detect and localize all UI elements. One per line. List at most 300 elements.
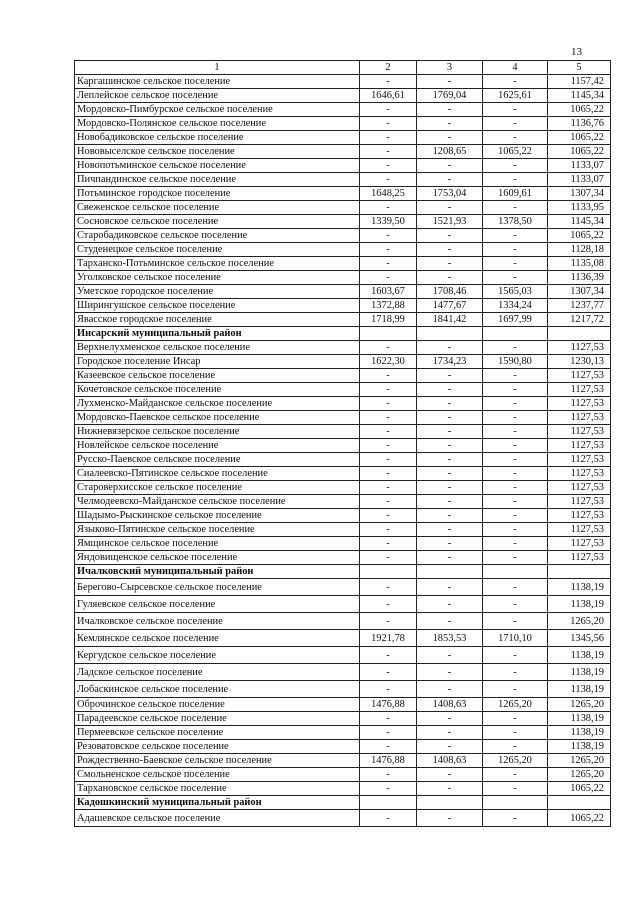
value-col-5: 1065,22 bbox=[548, 131, 611, 145]
value-col-2: 1921,78 bbox=[360, 630, 417, 647]
value-col-3: - bbox=[417, 271, 483, 285]
value-col-4: - bbox=[483, 383, 548, 397]
value-col-5: 1065,22 bbox=[548, 229, 611, 243]
value-col-2: - bbox=[360, 173, 417, 187]
value-col-5: 1145,34 bbox=[548, 215, 611, 229]
table-row bbox=[75, 453, 611, 467]
table-row bbox=[75, 439, 611, 453]
empty-cell bbox=[417, 565, 483, 579]
value-col-5: 1065,22 bbox=[548, 103, 611, 117]
value-col-3: 1734,23 bbox=[417, 355, 483, 369]
table-row bbox=[75, 215, 611, 229]
value-col-2: 1603,67 bbox=[360, 285, 417, 299]
district-header-row bbox=[75, 565, 611, 579]
value-col-4: - bbox=[483, 229, 548, 243]
value-col-4: - bbox=[483, 613, 548, 630]
value-col-3: 1408,63 bbox=[417, 754, 483, 768]
settlement-name: Леплейское сельское поселение bbox=[75, 89, 360, 103]
table-row bbox=[75, 664, 611, 681]
settlement-name: Свеженское сельское поселение bbox=[75, 201, 360, 215]
settlement-name: Берегово-Сырсевское сельское поселение bbox=[75, 579, 360, 596]
settlement-name: Нижневязерское сельское поселение bbox=[75, 425, 360, 439]
value-col-4: - bbox=[483, 341, 548, 355]
header-col-3: 3 bbox=[417, 61, 483, 75]
settlement-name: Сосновское сельское поселение bbox=[75, 215, 360, 229]
empty-cell bbox=[360, 796, 417, 810]
value-col-2: - bbox=[360, 596, 417, 613]
value-col-3: 1769,04 bbox=[417, 89, 483, 103]
value-col-4: - bbox=[483, 425, 548, 439]
value-col-3: - bbox=[417, 173, 483, 187]
value-col-2: - bbox=[360, 740, 417, 754]
value-col-3: - bbox=[417, 411, 483, 425]
value-col-5: 1127,53 bbox=[548, 411, 611, 425]
table-row bbox=[75, 754, 611, 768]
value-col-5: 1127,53 bbox=[548, 383, 611, 397]
value-col-5: 1138,19 bbox=[548, 726, 611, 740]
value-col-2: - bbox=[360, 131, 417, 145]
value-col-2: - bbox=[360, 726, 417, 740]
value-col-5: 1138,19 bbox=[548, 579, 611, 596]
value-col-4: - bbox=[483, 369, 548, 383]
settlement-name: Смольненское сельское поселение bbox=[75, 768, 360, 782]
value-col-5: 1138,19 bbox=[548, 740, 611, 754]
value-col-4: 1697,99 bbox=[483, 313, 548, 327]
header-col-2: 2 bbox=[360, 61, 417, 75]
value-col-5: 1136,76 bbox=[548, 117, 611, 131]
settlement-name: Яндовищенское сельское поселение bbox=[75, 551, 360, 565]
table-row bbox=[75, 257, 611, 271]
value-col-5: 1127,53 bbox=[548, 369, 611, 383]
settlement-name: Мордовско-Пимбурское сельское поселение bbox=[75, 103, 360, 117]
table-row bbox=[75, 229, 611, 243]
value-col-3: - bbox=[417, 782, 483, 796]
value-col-2: - bbox=[360, 439, 417, 453]
value-col-5: 1307,34 bbox=[548, 285, 611, 299]
header-col-1: 1 bbox=[75, 61, 360, 75]
settlement-name: Лобаскинское сельское поселение bbox=[75, 681, 360, 698]
value-col-5: 1127,53 bbox=[548, 537, 611, 551]
table-row bbox=[75, 103, 611, 117]
value-col-5: 1127,53 bbox=[548, 341, 611, 355]
value-col-2: - bbox=[360, 341, 417, 355]
value-col-3: - bbox=[417, 523, 483, 537]
settlement-name: Уголковское сельское поселение bbox=[75, 271, 360, 285]
settlement-name: Шадымо-Рыскинское сельское поселение bbox=[75, 509, 360, 523]
value-col-2: - bbox=[360, 810, 417, 827]
value-col-2: - bbox=[360, 523, 417, 537]
value-col-3: - bbox=[417, 369, 483, 383]
value-col-5: 1138,19 bbox=[548, 596, 611, 613]
value-col-4: 1590,80 bbox=[483, 355, 548, 369]
empty-cell bbox=[417, 796, 483, 810]
table-row bbox=[75, 740, 611, 754]
settlement-name: Нововыселское сельское поселение bbox=[75, 145, 360, 159]
value-col-3: - bbox=[417, 75, 483, 89]
value-col-3: - bbox=[417, 481, 483, 495]
value-col-3: - bbox=[417, 613, 483, 630]
settlement-name: Кочетовское сельское поселение bbox=[75, 383, 360, 397]
value-col-3: - bbox=[417, 397, 483, 411]
value-col-2: - bbox=[360, 681, 417, 698]
value-col-4: - bbox=[483, 397, 548, 411]
empty-cell bbox=[483, 327, 548, 341]
value-col-4: - bbox=[483, 201, 548, 215]
table-row bbox=[75, 187, 611, 201]
value-col-2: - bbox=[360, 425, 417, 439]
value-col-5: 1127,53 bbox=[548, 523, 611, 537]
value-col-2: - bbox=[360, 453, 417, 467]
value-col-3: - bbox=[417, 810, 483, 827]
table-row bbox=[75, 75, 611, 89]
value-col-4: - bbox=[483, 551, 548, 565]
settlement-name: Городское поселение Инсар bbox=[75, 355, 360, 369]
settlement-name: Верхнелухменское сельское поселение bbox=[75, 341, 360, 355]
value-col-3: 1708,46 bbox=[417, 285, 483, 299]
settlement-name: Уметское городское поселение bbox=[75, 285, 360, 299]
settlement-name: Оброчинское сельское поселение bbox=[75, 698, 360, 712]
value-col-2: 1372,88 bbox=[360, 299, 417, 313]
table-row bbox=[75, 89, 611, 103]
settlement-name: Каргашинское сельское поселение bbox=[75, 75, 360, 89]
table-row bbox=[75, 285, 611, 299]
value-col-3: - bbox=[417, 257, 483, 271]
value-col-3: - bbox=[417, 726, 483, 740]
value-col-3: - bbox=[417, 467, 483, 481]
value-col-5: 1127,53 bbox=[548, 425, 611, 439]
district-name: Ичалковский муниципальный район bbox=[75, 565, 360, 579]
value-col-2: 1648,25 bbox=[360, 187, 417, 201]
value-col-5: 1133,07 bbox=[548, 159, 611, 173]
value-col-4: 1265,20 bbox=[483, 698, 548, 712]
value-col-4: - bbox=[483, 712, 548, 726]
value-col-2: - bbox=[360, 383, 417, 397]
value-col-2: - bbox=[360, 369, 417, 383]
value-col-5: 1065,22 bbox=[548, 810, 611, 827]
value-col-5: 1138,19 bbox=[548, 647, 611, 664]
table-row bbox=[75, 383, 611, 397]
value-col-4: - bbox=[483, 103, 548, 117]
settlement-name: Новлейское сельское поселение bbox=[75, 439, 360, 453]
value-col-3: - bbox=[417, 453, 483, 467]
table-row bbox=[75, 341, 611, 355]
value-col-3: - bbox=[417, 341, 483, 355]
value-col-4: 1265,20 bbox=[483, 754, 548, 768]
value-col-2: 1339,50 bbox=[360, 215, 417, 229]
value-col-2: - bbox=[360, 712, 417, 726]
value-col-3: - bbox=[417, 509, 483, 523]
value-col-3: 1753,04 bbox=[417, 187, 483, 201]
value-col-2: - bbox=[360, 579, 417, 596]
value-col-4: - bbox=[483, 810, 548, 827]
value-col-4: - bbox=[483, 481, 548, 495]
settlement-name: Гуляевское сельское поселение bbox=[75, 596, 360, 613]
settlement-name: Потьминское городское поселение bbox=[75, 187, 360, 201]
value-col-4: 1609,61 bbox=[483, 187, 548, 201]
value-col-3: 1841,42 bbox=[417, 313, 483, 327]
value-col-2: 1622,30 bbox=[360, 355, 417, 369]
value-col-3: - bbox=[417, 768, 483, 782]
settlement-name: Пермеевское сельское поселение bbox=[75, 726, 360, 740]
settlement-name: Ичалковское сельское поселение bbox=[75, 613, 360, 630]
header-col-5: 5 bbox=[548, 61, 611, 75]
settlement-name: Явасское городское поселение bbox=[75, 313, 360, 327]
table-row bbox=[75, 630, 611, 647]
value-col-4: - bbox=[483, 467, 548, 481]
table-row bbox=[75, 768, 611, 782]
value-col-5: 1127,53 bbox=[548, 453, 611, 467]
value-col-4: - bbox=[483, 257, 548, 271]
value-col-3: - bbox=[417, 425, 483, 439]
header-col-4: 4 bbox=[483, 61, 548, 75]
value-col-5: 1133,95 bbox=[548, 201, 611, 215]
value-col-4: 1065,22 bbox=[483, 145, 548, 159]
table-row bbox=[75, 425, 611, 439]
value-col-4: - bbox=[483, 117, 548, 131]
value-col-5: 1127,53 bbox=[548, 551, 611, 565]
empty-cell bbox=[483, 565, 548, 579]
settlement-name: Челмодеевско-Майданское сельское поселение bbox=[75, 495, 360, 509]
empty-cell bbox=[483, 796, 548, 810]
value-col-3: - bbox=[417, 243, 483, 257]
value-col-5: 1127,53 bbox=[548, 481, 611, 495]
table-row bbox=[75, 243, 611, 257]
table-row bbox=[75, 551, 611, 565]
value-col-4: - bbox=[483, 523, 548, 537]
district-name: Кадошкинский муниципальный район bbox=[75, 796, 360, 810]
table-row bbox=[75, 613, 611, 630]
value-col-3: - bbox=[417, 551, 483, 565]
table-row bbox=[75, 537, 611, 551]
value-col-4: - bbox=[483, 453, 548, 467]
table-row bbox=[75, 397, 611, 411]
value-col-4: - bbox=[483, 579, 548, 596]
table-row bbox=[75, 173, 611, 187]
district-header-row bbox=[75, 796, 611, 810]
empty-cell bbox=[548, 327, 611, 341]
value-col-4: - bbox=[483, 159, 548, 173]
value-col-5: 1265,20 bbox=[548, 754, 611, 768]
table-body bbox=[75, 75, 611, 827]
table-row bbox=[75, 810, 611, 827]
value-col-4: - bbox=[483, 411, 548, 425]
header-row bbox=[75, 61, 611, 75]
value-col-2: - bbox=[360, 117, 417, 131]
value-col-5: 1230,13 bbox=[548, 355, 611, 369]
table-row bbox=[75, 159, 611, 173]
value-col-2: - bbox=[360, 229, 417, 243]
settlement-name: Парадеевское сельское поселение bbox=[75, 712, 360, 726]
district-name: Инсарский муниципальный район bbox=[75, 327, 360, 341]
value-col-2: - bbox=[360, 75, 417, 89]
value-col-2: - bbox=[360, 257, 417, 271]
value-col-5: 1345,56 bbox=[548, 630, 611, 647]
settlement-name: Сиалеевско-Пятинское сельское поселение bbox=[75, 467, 360, 481]
value-col-3: - bbox=[417, 439, 483, 453]
value-col-2: 1476,88 bbox=[360, 698, 417, 712]
settlement-name: Пичпандинское сельское поселение bbox=[75, 173, 360, 187]
table-row bbox=[75, 145, 611, 159]
empty-cell bbox=[360, 565, 417, 579]
value-col-5: 1127,53 bbox=[548, 439, 611, 453]
value-col-4: - bbox=[483, 768, 548, 782]
value-col-3: - bbox=[417, 229, 483, 243]
value-col-2: - bbox=[360, 201, 417, 215]
value-col-4: - bbox=[483, 509, 548, 523]
value-col-5: 1265,20 bbox=[548, 698, 611, 712]
settlement-name: Ладское сельское поселение bbox=[75, 664, 360, 681]
value-col-2: - bbox=[360, 467, 417, 481]
settlement-name: Резоватовское сельское поселение bbox=[75, 740, 360, 754]
value-col-3: 1208,65 bbox=[417, 145, 483, 159]
value-col-3: 1477,67 bbox=[417, 299, 483, 313]
value-col-5: 1217,72 bbox=[548, 313, 611, 327]
table-row bbox=[75, 509, 611, 523]
settlement-name: Тархановское сельское поселение bbox=[75, 782, 360, 796]
table-row bbox=[75, 681, 611, 698]
value-col-4: - bbox=[483, 243, 548, 257]
settlement-name: Новобадиковское сельское поселение bbox=[75, 131, 360, 145]
settlement-name: Кемлянское сельское поселение bbox=[75, 630, 360, 647]
settlement-name: Новопотьминское сельское поселение bbox=[75, 159, 360, 173]
value-col-3: - bbox=[417, 647, 483, 664]
value-col-3: - bbox=[417, 712, 483, 726]
value-col-3: 1408,63 bbox=[417, 698, 483, 712]
settlement-name: Ширингушское сельское поселение bbox=[75, 299, 360, 313]
table-row bbox=[75, 726, 611, 740]
table-row bbox=[75, 201, 611, 215]
value-col-3: - bbox=[417, 103, 483, 117]
value-col-4: - bbox=[483, 740, 548, 754]
table-row bbox=[75, 698, 611, 712]
settlement-name: Казеевское сельское поселение bbox=[75, 369, 360, 383]
settlement-name: Рождественно-Баевское сельское поселение bbox=[75, 754, 360, 768]
settlement-name: Кергудское сельское поселение bbox=[75, 647, 360, 664]
empty-cell bbox=[548, 796, 611, 810]
value-col-2: - bbox=[360, 768, 417, 782]
value-col-3: 1853,53 bbox=[417, 630, 483, 647]
value-col-2: - bbox=[360, 613, 417, 630]
table-row bbox=[75, 131, 611, 145]
value-col-5: 1065,22 bbox=[548, 145, 611, 159]
value-col-4: - bbox=[483, 495, 548, 509]
value-col-5: 1136,39 bbox=[548, 271, 611, 285]
value-col-3: - bbox=[417, 117, 483, 131]
value-col-2: - bbox=[360, 551, 417, 565]
table-row bbox=[75, 271, 611, 285]
value-col-5: 1265,20 bbox=[548, 613, 611, 630]
settlement-name: Староверхисское сельское поселение bbox=[75, 481, 360, 495]
value-col-3: - bbox=[417, 579, 483, 596]
value-col-2: - bbox=[360, 145, 417, 159]
table-row bbox=[75, 495, 611, 509]
value-col-5: 1127,53 bbox=[548, 509, 611, 523]
value-col-2: - bbox=[360, 647, 417, 664]
settlement-name: Лухменско-Майданское сельское поселение bbox=[75, 397, 360, 411]
value-col-5: 1065,22 bbox=[548, 782, 611, 796]
value-col-4: 1710,10 bbox=[483, 630, 548, 647]
value-col-2: 1718,99 bbox=[360, 313, 417, 327]
value-col-3: - bbox=[417, 495, 483, 509]
empty-cell bbox=[417, 327, 483, 341]
tariff-table bbox=[74, 60, 611, 827]
value-col-3: - bbox=[417, 201, 483, 215]
table-row bbox=[75, 712, 611, 726]
value-col-2: - bbox=[360, 481, 417, 495]
value-col-5: 1138,19 bbox=[548, 664, 611, 681]
value-col-2: - bbox=[360, 103, 417, 117]
value-col-2: - bbox=[360, 495, 417, 509]
value-col-5: 1127,53 bbox=[548, 495, 611, 509]
value-col-3: - bbox=[417, 596, 483, 613]
value-col-4: - bbox=[483, 131, 548, 145]
table-row bbox=[75, 579, 611, 596]
value-col-3: - bbox=[417, 383, 483, 397]
table-row bbox=[75, 596, 611, 613]
value-col-5: 1128,18 bbox=[548, 243, 611, 257]
table-row bbox=[75, 313, 611, 327]
table-row bbox=[75, 117, 611, 131]
value-col-5: 1135,08 bbox=[548, 257, 611, 271]
page-number: 13 bbox=[571, 46, 582, 58]
empty-cell bbox=[360, 327, 417, 341]
value-col-4: - bbox=[483, 75, 548, 89]
value-col-4: - bbox=[483, 664, 548, 681]
value-col-4: - bbox=[483, 681, 548, 698]
value-col-5: 1138,19 bbox=[548, 681, 611, 698]
value-col-2: - bbox=[360, 509, 417, 523]
value-col-2: - bbox=[360, 397, 417, 411]
table-row bbox=[75, 411, 611, 425]
value-col-2: - bbox=[360, 411, 417, 425]
value-col-2: 1476,88 bbox=[360, 754, 417, 768]
value-col-4: - bbox=[483, 173, 548, 187]
value-col-4: 1378,50 bbox=[483, 215, 548, 229]
table-row bbox=[75, 369, 611, 383]
table-row bbox=[75, 782, 611, 796]
value-col-4: 1565,03 bbox=[483, 285, 548, 299]
district-header-row bbox=[75, 327, 611, 341]
value-col-3: 1521,93 bbox=[417, 215, 483, 229]
value-col-2: 1646,61 bbox=[360, 89, 417, 103]
value-col-4: - bbox=[483, 647, 548, 664]
value-col-3: - bbox=[417, 131, 483, 145]
value-col-4: - bbox=[483, 271, 548, 285]
settlement-name: Тарханско-Потьминское сельское поселение bbox=[75, 257, 360, 271]
value-col-2: - bbox=[360, 782, 417, 796]
value-col-5: 1157,42 bbox=[548, 75, 611, 89]
value-col-5: 1127,53 bbox=[548, 397, 611, 411]
value-col-4: 1625,61 bbox=[483, 89, 548, 103]
table-row bbox=[75, 481, 611, 495]
settlement-name: Адашевское сельское поселение bbox=[75, 810, 360, 827]
value-col-2: - bbox=[360, 159, 417, 173]
value-col-5: 1133,07 bbox=[548, 173, 611, 187]
settlement-name: Мордовско-Паевское сельское поселение bbox=[75, 411, 360, 425]
table-row bbox=[75, 355, 611, 369]
table-row bbox=[75, 523, 611, 537]
value-col-3: - bbox=[417, 537, 483, 551]
value-col-5: 1127,53 bbox=[548, 467, 611, 481]
value-col-4: - bbox=[483, 537, 548, 551]
settlement-name: Ямщинское сельское поселение bbox=[75, 537, 360, 551]
value-col-3: - bbox=[417, 664, 483, 681]
settlement-name: Старобадиковское сельское поселение bbox=[75, 229, 360, 243]
value-col-5: 1145,34 bbox=[548, 89, 611, 103]
value-col-2: - bbox=[360, 271, 417, 285]
value-col-3: - bbox=[417, 740, 483, 754]
table-row bbox=[75, 647, 611, 664]
